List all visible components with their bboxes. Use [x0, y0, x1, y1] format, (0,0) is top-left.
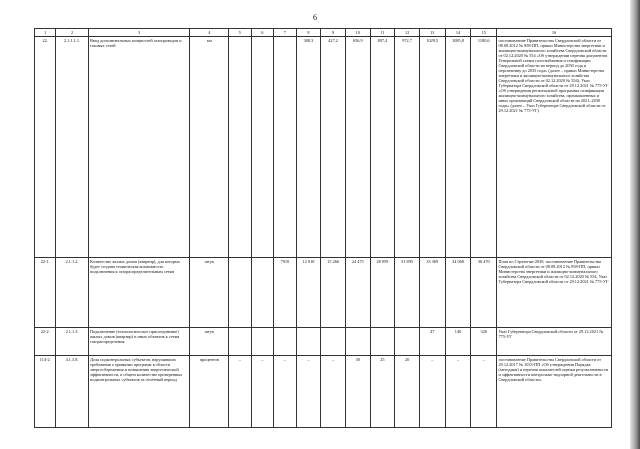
value-cell	[274, 328, 297, 356]
column-number-row	[35, 29, 612, 37]
indicator-code-cell: 2.1.1.2.	[56, 258, 88, 328]
value-cell: –	[229, 356, 252, 428]
value-cell: 36 470	[471, 258, 497, 328]
unit-cell: км	[190, 37, 229, 258]
value-cell: –	[419, 356, 445, 428]
value-cell	[229, 258, 252, 328]
indicator-name-cell: Ввод дополнительных мощностей газопроводов и газовых сетей	[88, 37, 190, 258]
scan-edge-shadow	[630, 0, 640, 449]
value-cell: 427,2	[321, 37, 346, 258]
header-cell: 4	[190, 29, 229, 37]
value-cell: 28 059	[370, 258, 395, 328]
value-cell: 807,4	[370, 37, 395, 258]
value-cell: 308,3	[296, 37, 321, 258]
value-cell	[251, 328, 274, 356]
value-cell	[251, 258, 274, 328]
value-cell: 326	[471, 328, 497, 356]
value-cell: 30	[345, 356, 370, 428]
value-cell: –	[321, 356, 346, 428]
indicators-table	[34, 28, 612, 428]
header-cell: 5	[229, 29, 252, 37]
header-cell: 10	[345, 29, 370, 37]
value-cell: –	[445, 356, 471, 428]
indicator-name-cell: Количество жилых домов (квартир), для которых будет создана техническая возможность подключения к газораспределительным сетям	[88, 258, 190, 328]
value-cell	[229, 328, 252, 356]
header-cell: 6	[251, 29, 274, 37]
header-cell: 12	[395, 29, 420, 37]
value-cell: 15 266	[321, 258, 346, 328]
row-number-cell: 22.	[35, 37, 56, 258]
table-row	[35, 356, 612, 428]
value-cell: 12 018	[296, 258, 321, 328]
value-cell: 20	[395, 356, 420, 428]
value-cell: –	[274, 356, 297, 428]
value-cell	[274, 37, 297, 258]
indicator-code-cell: 4.1.3.8.	[56, 356, 88, 428]
value-cell: 972,7	[395, 37, 420, 258]
unit-cell: штук	[190, 258, 229, 328]
header-cell: 3	[88, 29, 190, 37]
value-cell	[395, 328, 420, 356]
page-number: 6	[313, 13, 317, 22]
value-cell: –	[296, 356, 321, 428]
table-row	[35, 328, 612, 356]
header-cell: 2	[56, 29, 88, 37]
value-cell: –	[251, 356, 274, 428]
value-cell: 24 475	[345, 258, 370, 328]
value-cell: 140	[445, 328, 471, 356]
value-cell	[345, 328, 370, 356]
source-document-cell: постановление Правительства Свердловской области от 08.08.2012 № 858-ПП, приказ Министерства энергетики и жилищно-коммунального хозяйства Свердловской области от 02.12.2020 № 554 «Об утверждении перечня документов Генеральной схемы газоснабжения и газификации Свердловской области на период до 2030 года и перспективу до 2035 года» (далее – приказ Министерства энергетики и жилищно-коммунального хозяйства Свердловской области от 02.12.2020 № 554), Указ Губернатора Свердловской области от 29.12.2021 № 775-УГ «Об утверждении региональной программы газификации жилищно-коммунального хозяйства, промышленных и иных организаций Свердловской области на 2021–2030 годы» (далее – Указ Губернатора Свердловской области от 29.12.2021 № 775-УГ)	[497, 37, 612, 258]
header-cell: 8	[296, 29, 321, 37]
unit-cell: штук	[190, 328, 229, 356]
header-cell: 1	[35, 29, 56, 37]
row-number-cell: 22-2.	[35, 328, 56, 356]
indicator-code-cell: 2.1.1.3.	[56, 328, 88, 356]
row-number-cell: 114-2.	[35, 356, 56, 428]
value-cell: 1085,8	[445, 37, 471, 258]
value-cell	[296, 328, 321, 356]
indicator-name-cell: Подключение (технологическое присоединение) жилых домов (квартир) и иных объектов к сетям газораспределения	[88, 328, 190, 356]
value-cell: –	[471, 356, 497, 428]
indicator-code-cell: 2.1.1.1.1.	[56, 37, 88, 258]
unit-cell: процентов	[190, 356, 229, 428]
header-cell: 9	[321, 29, 346, 37]
value-cell: 25	[370, 356, 395, 428]
table-row	[35, 37, 612, 258]
header-cell: 7	[274, 29, 297, 37]
row-number-cell: 22-1.	[35, 258, 56, 328]
value-cell	[370, 328, 395, 356]
source-document-cell: постановление Правительства Свердловской области от 29.12.2017 № 1033-ПП «Об утверждении Порядка (методики) и перечня показателей оценки результативности и эффективности контрольно-надзорной деятельности в Свердловской области»	[497, 356, 612, 428]
value-cell	[321, 328, 346, 356]
value-cell: 7910	[274, 258, 297, 328]
source-document-cell: План по Стратегии-2030, постановление Правительства Свердловской области от 08.08.2012 № 858-ПП, приказ Министерства энергетики и жилищно-коммунального хозяйства Свердловской области от 02.12.2020 № 554, Указ Губернатора Свердловской области от 29.12.2021 № 775-УГ	[497, 258, 612, 328]
header-cell: 13	[419, 29, 445, 37]
header-cell: 15	[471, 29, 497, 37]
value-cell: 656,9	[345, 37, 370, 258]
value-cell: 31 895	[395, 258, 420, 328]
value-cell: 1029,5	[419, 37, 445, 258]
value-cell: 47	[419, 328, 445, 356]
indicator-name-cell: Доля подконтрольных субъектов, нарушивших требования о принятии программ в области энергосбережения и повышения энергетической эффективности, в общем количестве проверенных подконтрольных субъектов за отчетный период	[88, 356, 190, 428]
value-cell: 1180,6	[471, 37, 497, 258]
value-cell: 33 369	[419, 258, 445, 328]
header-cell: 11	[370, 29, 395, 37]
header-cell: 16	[497, 29, 612, 37]
table-row	[35, 258, 612, 328]
value-cell	[251, 37, 274, 258]
value-cell: 34 068	[445, 258, 471, 328]
header-cell: 14	[445, 29, 471, 37]
value-cell	[229, 37, 252, 258]
source-document-cell: Указ Губернатора Свердловской области от 29.12.2021 № 775-УГ	[497, 328, 612, 356]
